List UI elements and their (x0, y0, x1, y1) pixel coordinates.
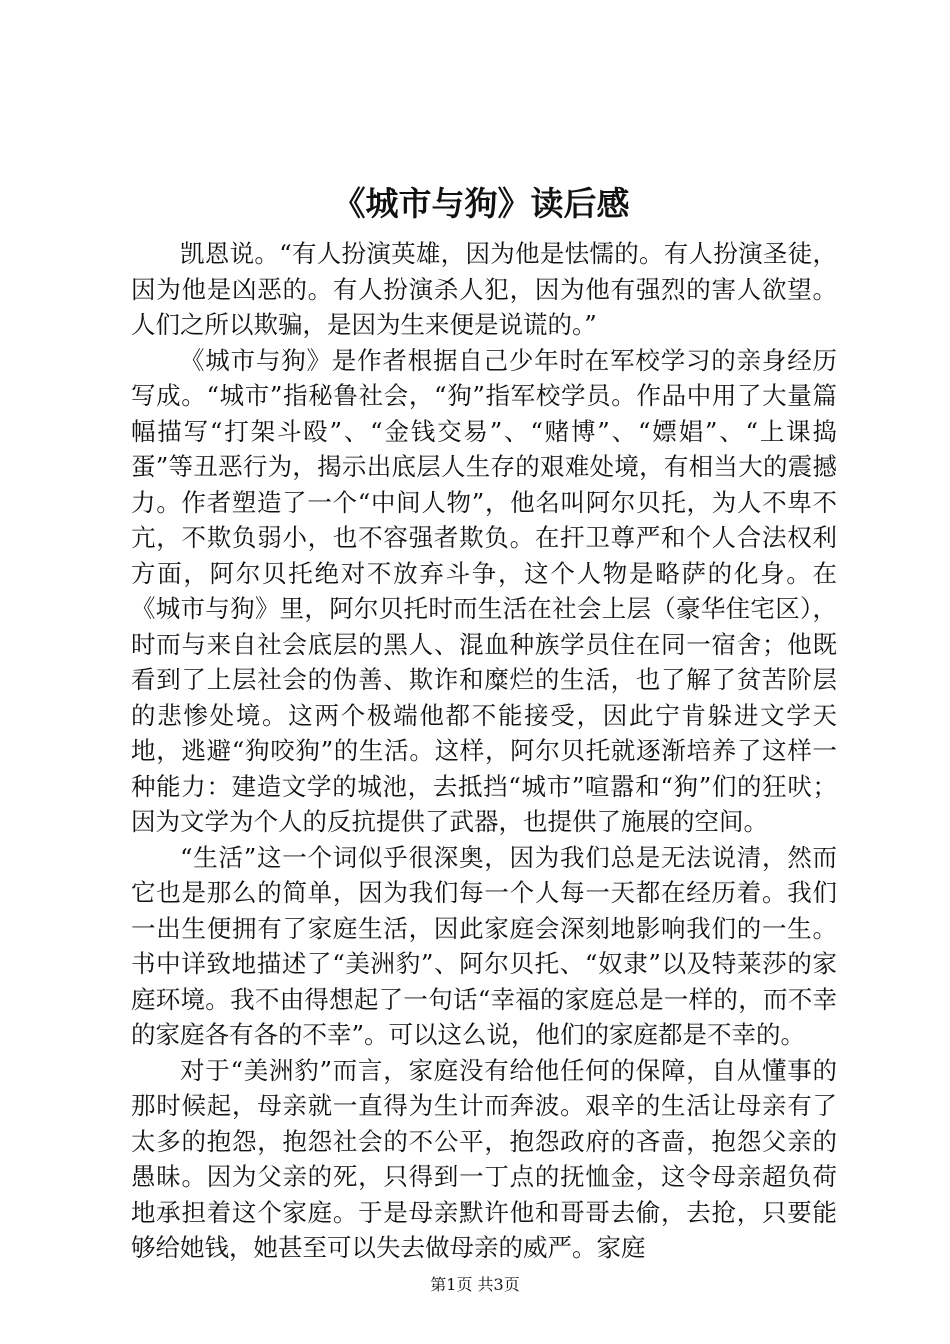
document-title: 《城市与狗》读后感 (332, 184, 630, 223)
paragraph-4: 对于“美洲豹”而言，家庭没有给他任何的保障，自从懂事的那时候起，母亲就一直得为生计而奔波。艰辛的生活让母亲有了太多的抱怨，抱怨社会的不公平，抱怨政府的吝啬，抱怨父亲的愚昧。因为父亲的死，只得到一丁点的抚恤金，这令母亲超负荷地承担着这个家庭。于是母亲默许他和哥哥去偷，去抢，只要能够给她钱，她甚至可以失去做母亲的威严。家庭 (131, 1055, 837, 1262)
paragraph-1: 凯恩说。“有人扮演英雄，因为他是怯懦的。有人扮演圣徒，因为他是凶恶的。有人扮演杀人犯，因为他有强烈的害人欲望。人们之所以欺骗，是因为生来便是说谎的。” (131, 239, 837, 339)
document-body (131, 236, 837, 1266)
paragraph-3: “生活”这一个词似乎很深奥，因为我们总是无法说清，然而它也是那么的简单，因为我们每一个人每一天都在经历着。我们一出生便拥有了家庭生活，因此家庭会深刻地影响我们的一生。书中详致地描述了“美洲豹”、阿尔贝托、“奴隶”以及特莱莎的家庭环境。我不由得想起了一句话“幸福的家庭总是一样的，而不幸的家庭各有各的不幸”。可以这么说，他们的家庭都是不幸的。 (131, 842, 837, 1049)
page-number-footer: 第1页 共3页 (430, 1275, 520, 1294)
paragraph-2: 《城市与狗》是作者根据自己少年时在军校学习的亲身经历写成。“城市”指秘鲁社会，“狗”指军校学员。作品中用了大量篇幅描写“打架斗殴”、“金钱交易”、“赌博”、“嫖娼”、“上课捣蛋”等丑恶行为，揭示出底层人生存的艰难处境，有相当大的震撼力。作者塑造了一个“中间人物”，他名叫阿尔贝托，为人不卑不亢，不欺负弱小，也不容强者欺负。在扞卫尊严和个人合法权利方面，阿尔贝托绝对不放弃斗争，这个人物是略萨的化身。在《城市与狗》里，阿尔贝托时而生活在社会上层（豪华住宅区），时而与来自社会底层的黑人、混血种族学员住在同一宿舍；他既看到了上层社会的伪善、欺诈和糜烂的生活，也了解了贫苦阶层的悲惨处境。这两个极端他都不能接受，因此宁肯躲进文学天地，逃避“狗咬狗”的生活。这样，阿尔贝托就逐渐培养了这样一种能力：建造文学的城池，去抵挡“城市”喧嚣和“狗”们的狂吠；因为文学为个人的反抗提供了武器，也提供了施展的空间。 (131, 345, 837, 836)
